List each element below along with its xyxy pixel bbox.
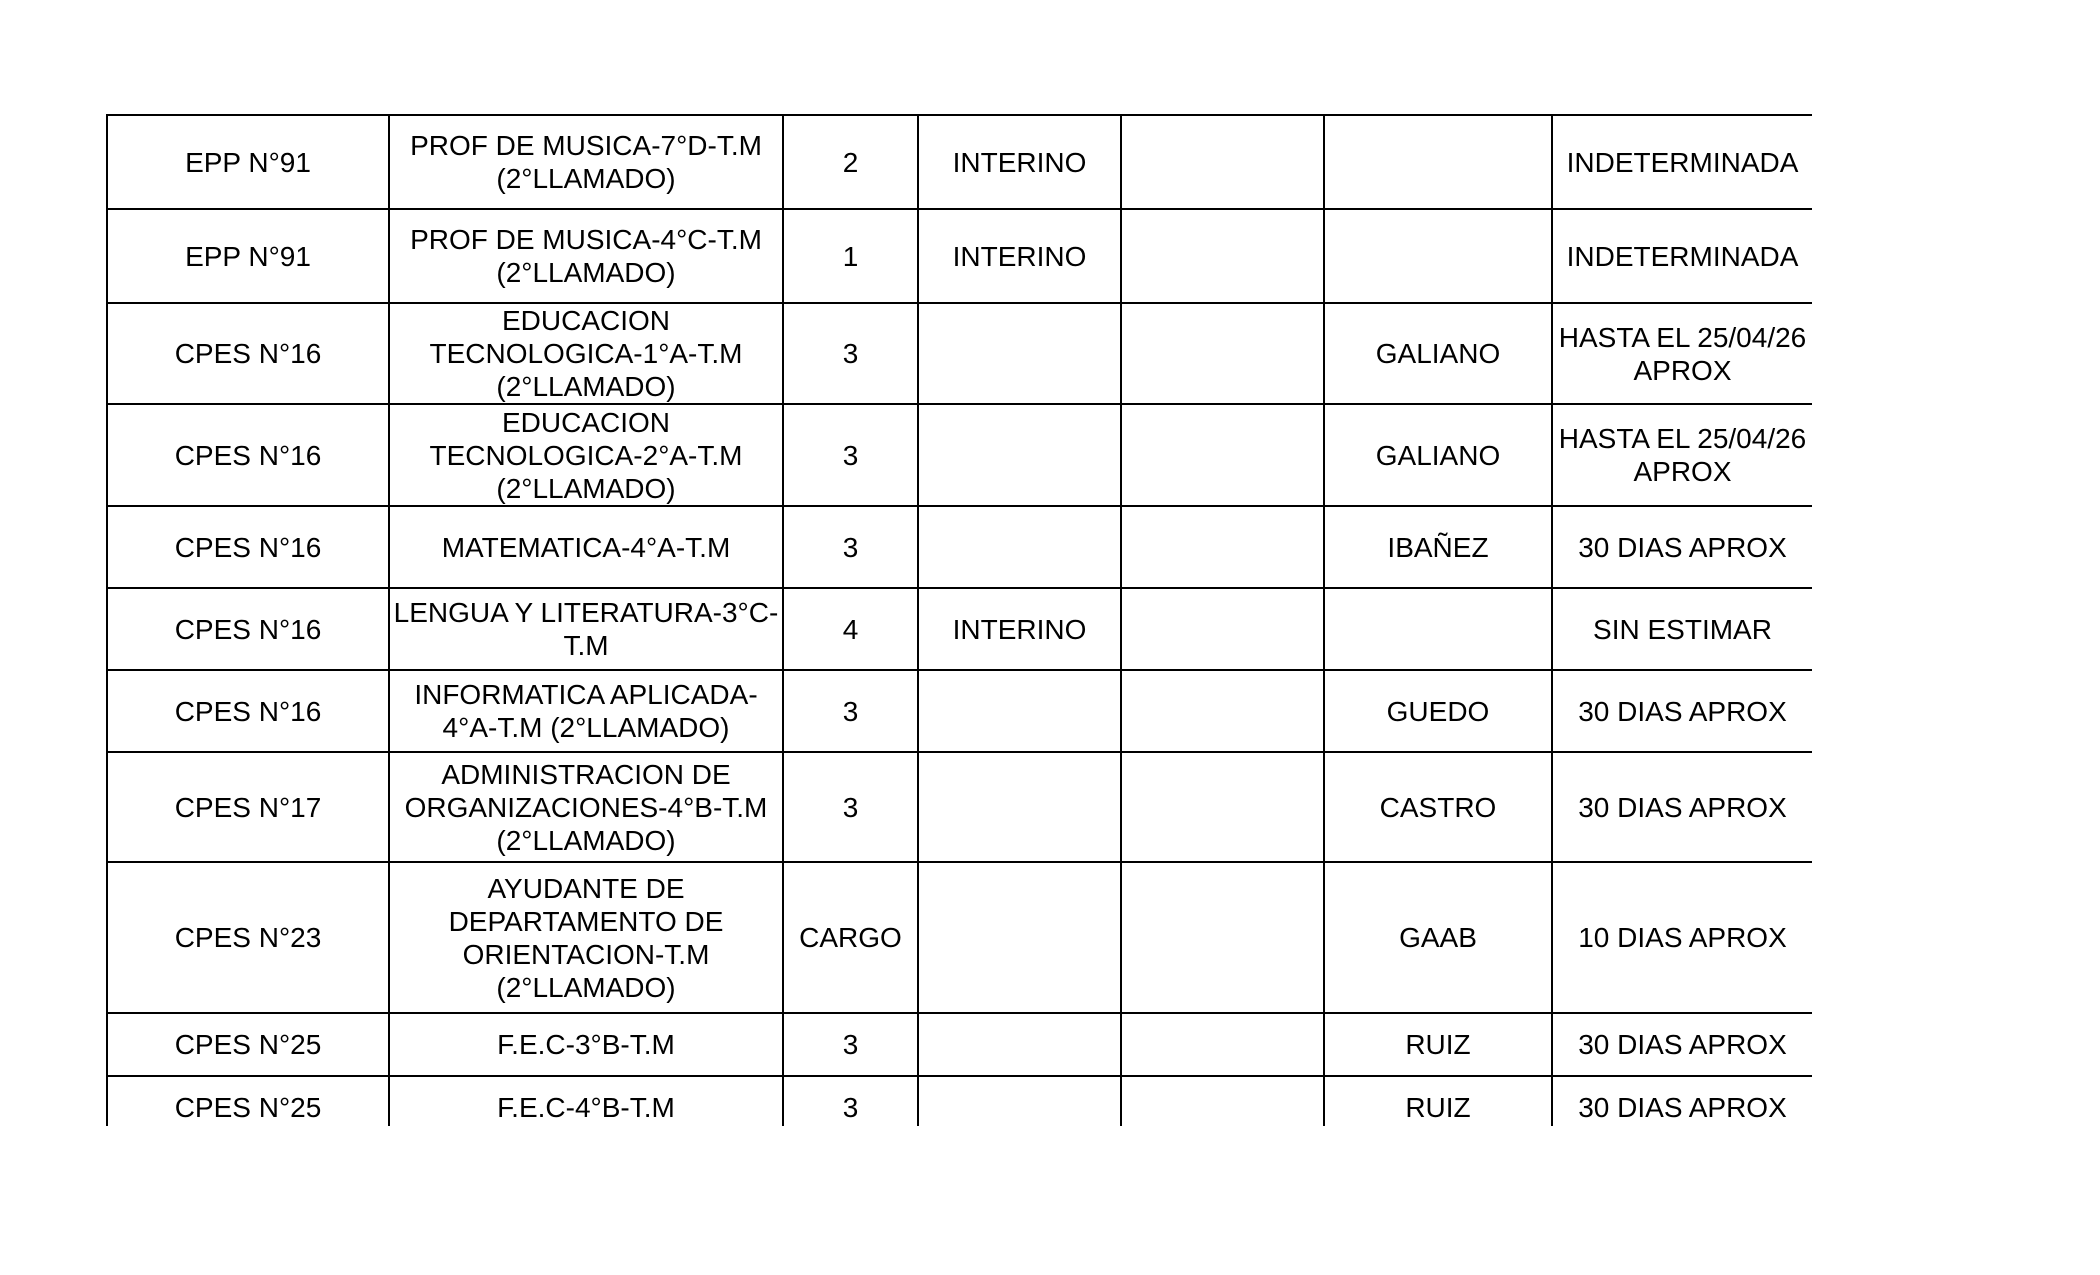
cell-duration: HASTA EL 25/04/26 APROX [1552, 303, 1812, 404]
cell-status [918, 670, 1121, 752]
cell-status [918, 862, 1121, 1013]
table-row [107, 752, 1812, 862]
cell-replaced: CASTRO [1324, 752, 1552, 862]
table-row [107, 115, 1812, 209]
cell-replaced: RUIZ [1324, 1013, 1552, 1076]
vacancy-table-page [106, 114, 1812, 1126]
table-row [107, 588, 1812, 670]
cell-duration: 10 DIAS APROX [1552, 862, 1812, 1013]
cell-duration: 30 DIAS APROX [1552, 1076, 1812, 1126]
cell-subject: LENGUA Y LITERATURA-3°C-T.M [389, 588, 783, 670]
cell-school: CPES N°25 [107, 1076, 389, 1126]
cell-school: CPES N°16 [107, 506, 389, 588]
cell-duration: 30 DIAS APROX [1552, 670, 1812, 752]
cell-hours: 3 [783, 404, 918, 506]
cell-replaced: RUIZ [1324, 1076, 1552, 1126]
cell-status [918, 404, 1121, 506]
cell-subject: AYUDANTE DE DEPARTAMENTO DE ORIENTACION-T.M (2°LLAMADO) [389, 862, 783, 1013]
cell-extra [1121, 404, 1324, 506]
cell-school: CPES N°16 [107, 303, 389, 404]
table-row [107, 404, 1812, 506]
cell-extra [1121, 588, 1324, 670]
table-row [107, 1076, 1812, 1126]
cell-subject: INFORMATICA APLICADA-4°A-T.M (2°LLAMADO) [389, 670, 783, 752]
cell-replaced [1324, 115, 1552, 209]
cell-hours: 3 [783, 1013, 918, 1076]
cell-hours: 1 [783, 209, 918, 303]
cell-hours: 2 [783, 115, 918, 209]
cell-school: CPES N°16 [107, 670, 389, 752]
cell-extra [1121, 1013, 1324, 1076]
cell-status [918, 752, 1121, 862]
cell-subject: PROF DE MUSICA-7°D-T.M (2°LLAMADO) [389, 115, 783, 209]
table-body [107, 115, 1812, 1126]
cell-school: EPP N°91 [107, 209, 389, 303]
table-row [107, 862, 1812, 1013]
cell-extra [1121, 209, 1324, 303]
cell-school: EPP N°91 [107, 115, 389, 209]
cell-hours: 3 [783, 303, 918, 404]
cell-replaced: GAAB [1324, 862, 1552, 1013]
cell-status: INTERINO [918, 588, 1121, 670]
cell-hours: 3 [783, 752, 918, 862]
cell-hours: 3 [783, 1076, 918, 1126]
cell-replaced [1324, 209, 1552, 303]
cell-subject: ADMINISTRACION DE ORGANIZACIONES-4°B-T.M (2°LLAMADO) [389, 752, 783, 862]
cell-subject: EDUCACION TECNOLOGICA-2°A-T.M (2°LLAMADO) [389, 404, 783, 506]
cell-duration: SIN ESTIMAR [1552, 588, 1812, 670]
cell-subject: EDUCACION TECNOLOGICA-1°A-T.M (2°LLAMADO) [389, 303, 783, 404]
cell-status [918, 1076, 1121, 1126]
cell-replaced: GALIANO [1324, 303, 1552, 404]
cell-subject: F.E.C-3°B-T.M [389, 1013, 783, 1076]
cell-hours: 4 [783, 588, 918, 670]
cell-status [918, 1013, 1121, 1076]
cell-status [918, 303, 1121, 404]
cell-extra [1121, 115, 1324, 209]
cell-duration: INDETERMINADA [1552, 209, 1812, 303]
cell-extra [1121, 862, 1324, 1013]
cell-extra [1121, 670, 1324, 752]
cell-school: CPES N°17 [107, 752, 389, 862]
cell-extra [1121, 752, 1324, 862]
cell-extra [1121, 506, 1324, 588]
cell-school: CPES N°25 [107, 1013, 389, 1076]
cell-extra [1121, 303, 1324, 404]
cell-replaced: IBAÑEZ [1324, 506, 1552, 588]
table-row [107, 670, 1812, 752]
cell-subject: MATEMATICA-4°A-T.M [389, 506, 783, 588]
cell-duration: 30 DIAS APROX [1552, 752, 1812, 862]
table-row [107, 303, 1812, 404]
table-row [107, 1013, 1812, 1076]
cell-subject: PROF DE MUSICA-4°C-T.M (2°LLAMADO) [389, 209, 783, 303]
cell-duration: 30 DIAS APROX [1552, 506, 1812, 588]
cell-extra [1121, 1076, 1324, 1126]
cell-duration: 30 DIAS APROX [1552, 1013, 1812, 1076]
cell-hours: 3 [783, 670, 918, 752]
vacancy-table [106, 114, 1812, 1126]
cell-school: CPES N°16 [107, 404, 389, 506]
cell-subject: F.E.C-4°B-T.M [389, 1076, 783, 1126]
cell-status: INTERINO [918, 209, 1121, 303]
cell-replaced: GUEDO [1324, 670, 1552, 752]
cell-replaced: GALIANO [1324, 404, 1552, 506]
table-row [107, 506, 1812, 588]
cell-school: CPES N°16 [107, 588, 389, 670]
cell-hours: CARGO [783, 862, 918, 1013]
table-row [107, 209, 1812, 303]
cell-status [918, 506, 1121, 588]
cell-duration: HASTA EL 25/04/26 APROX [1552, 404, 1812, 506]
cell-duration: INDETERMINADA [1552, 115, 1812, 209]
cell-hours: 3 [783, 506, 918, 588]
cell-status: INTERINO [918, 115, 1121, 209]
cell-replaced [1324, 588, 1552, 670]
cell-school: CPES N°23 [107, 862, 389, 1013]
